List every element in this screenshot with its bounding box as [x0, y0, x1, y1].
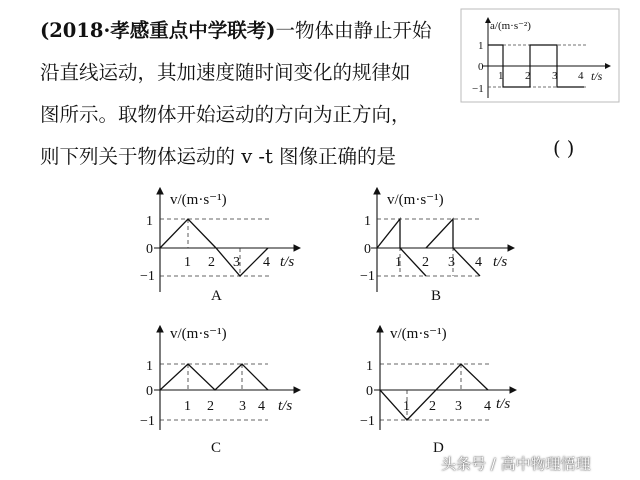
question-line-3: 图所示。取物体开始运动的方向为正方向， [40, 103, 411, 126]
t-tick-1: 1 [403, 399, 410, 414]
t-tick-3: 3 [552, 70, 558, 82]
a-tick-0: 0 [478, 61, 484, 73]
option-a-label: A [211, 288, 222, 304]
t-tick-3: 3 [448, 255, 455, 270]
t-tick-2: 2 [429, 399, 436, 414]
t-axis-label: t/s [496, 396, 511, 412]
t-axis-label: t/s [280, 254, 295, 270]
t-tick-4: 4 [578, 70, 584, 82]
option-c-label: C [211, 440, 222, 456]
v-tick-1: 1 [146, 214, 153, 229]
v-tick-neg1: −1 [360, 269, 375, 284]
t-tick-2: 2 [207, 399, 214, 414]
v-tick-0: 0 [146, 242, 153, 257]
option-b-label: B [431, 288, 442, 304]
t-tick-3: 3 [455, 399, 462, 414]
v-axis-label: v/(m·s⁻¹) [390, 326, 447, 342]
v-tick-1: 1 [366, 359, 373, 374]
graph-frame [461, 9, 619, 102]
t-tick-4: 4 [475, 255, 482, 270]
v-tick-neg1: −1 [360, 414, 375, 429]
option-d-label: D [433, 440, 444, 456]
acceleration-graph [460, 8, 620, 103]
t-tick-1: 1 [184, 255, 191, 270]
answer-blank: ( ) [553, 137, 575, 160]
option-b-graph [362, 180, 542, 310]
t-tick-1: 1 [184, 399, 191, 414]
v-tick-neg1: −1 [140, 269, 155, 284]
t-tick-3: 3 [233, 255, 240, 270]
v-axis-label: v/(m·s⁻¹) [387, 192, 444, 208]
t-tick-1: 1 [395, 255, 402, 270]
t-tick-3: 3 [239, 399, 246, 414]
a-tick-neg1: −1 [472, 83, 484, 95]
question-line-4: 则下列关于物体运动的 v -t 图像正确的是 [40, 145, 397, 168]
v-tick-0: 0 [364, 242, 371, 257]
a-tick-1: 1 [478, 40, 484, 52]
t-tick-2: 2 [525, 70, 531, 82]
a-axis-label: a/(m·s⁻²) [490, 20, 531, 32]
option-c-graph [140, 318, 320, 448]
t-tick-4: 4 [258, 399, 265, 414]
source-tag: (2018·孝感重点中学联考) [40, 19, 276, 42]
t-axis-label: t/s [591, 69, 603, 83]
v-tick-neg1: −1 [140, 414, 155, 429]
t-tick-4: 4 [263, 255, 270, 270]
watermark-text: 头条号 / 高中物理悟理 [441, 455, 591, 473]
t-tick-4: 4 [484, 399, 491, 414]
t-axis-label: t/s [278, 398, 293, 414]
question-line-1: (2018·孝感重点中学联考)一物体由静止开始 [40, 19, 432, 42]
v-axis-label: v/(m·s⁻¹) [170, 326, 227, 342]
t-axis-label: t/s [493, 254, 508, 270]
v-axis-label: v/(m·s⁻¹) [170, 192, 227, 208]
v-tick-1: 1 [146, 359, 153, 374]
t-tick-2: 2 [422, 255, 429, 270]
option-a-graph [140, 180, 320, 310]
option-d-graph [360, 318, 540, 448]
velocity-curve [160, 364, 268, 390]
v-tick-0: 0 [366, 384, 373, 399]
question-text [40, 10, 465, 178]
question-line-2: 沿直线运动，其加速度随时间变化的规律如 [40, 61, 411, 84]
t-tick-1: 1 [498, 70, 504, 82]
t-tick-2: 2 [208, 255, 215, 270]
v-tick-1: 1 [364, 214, 371, 229]
v-tick-0: 0 [146, 384, 153, 399]
